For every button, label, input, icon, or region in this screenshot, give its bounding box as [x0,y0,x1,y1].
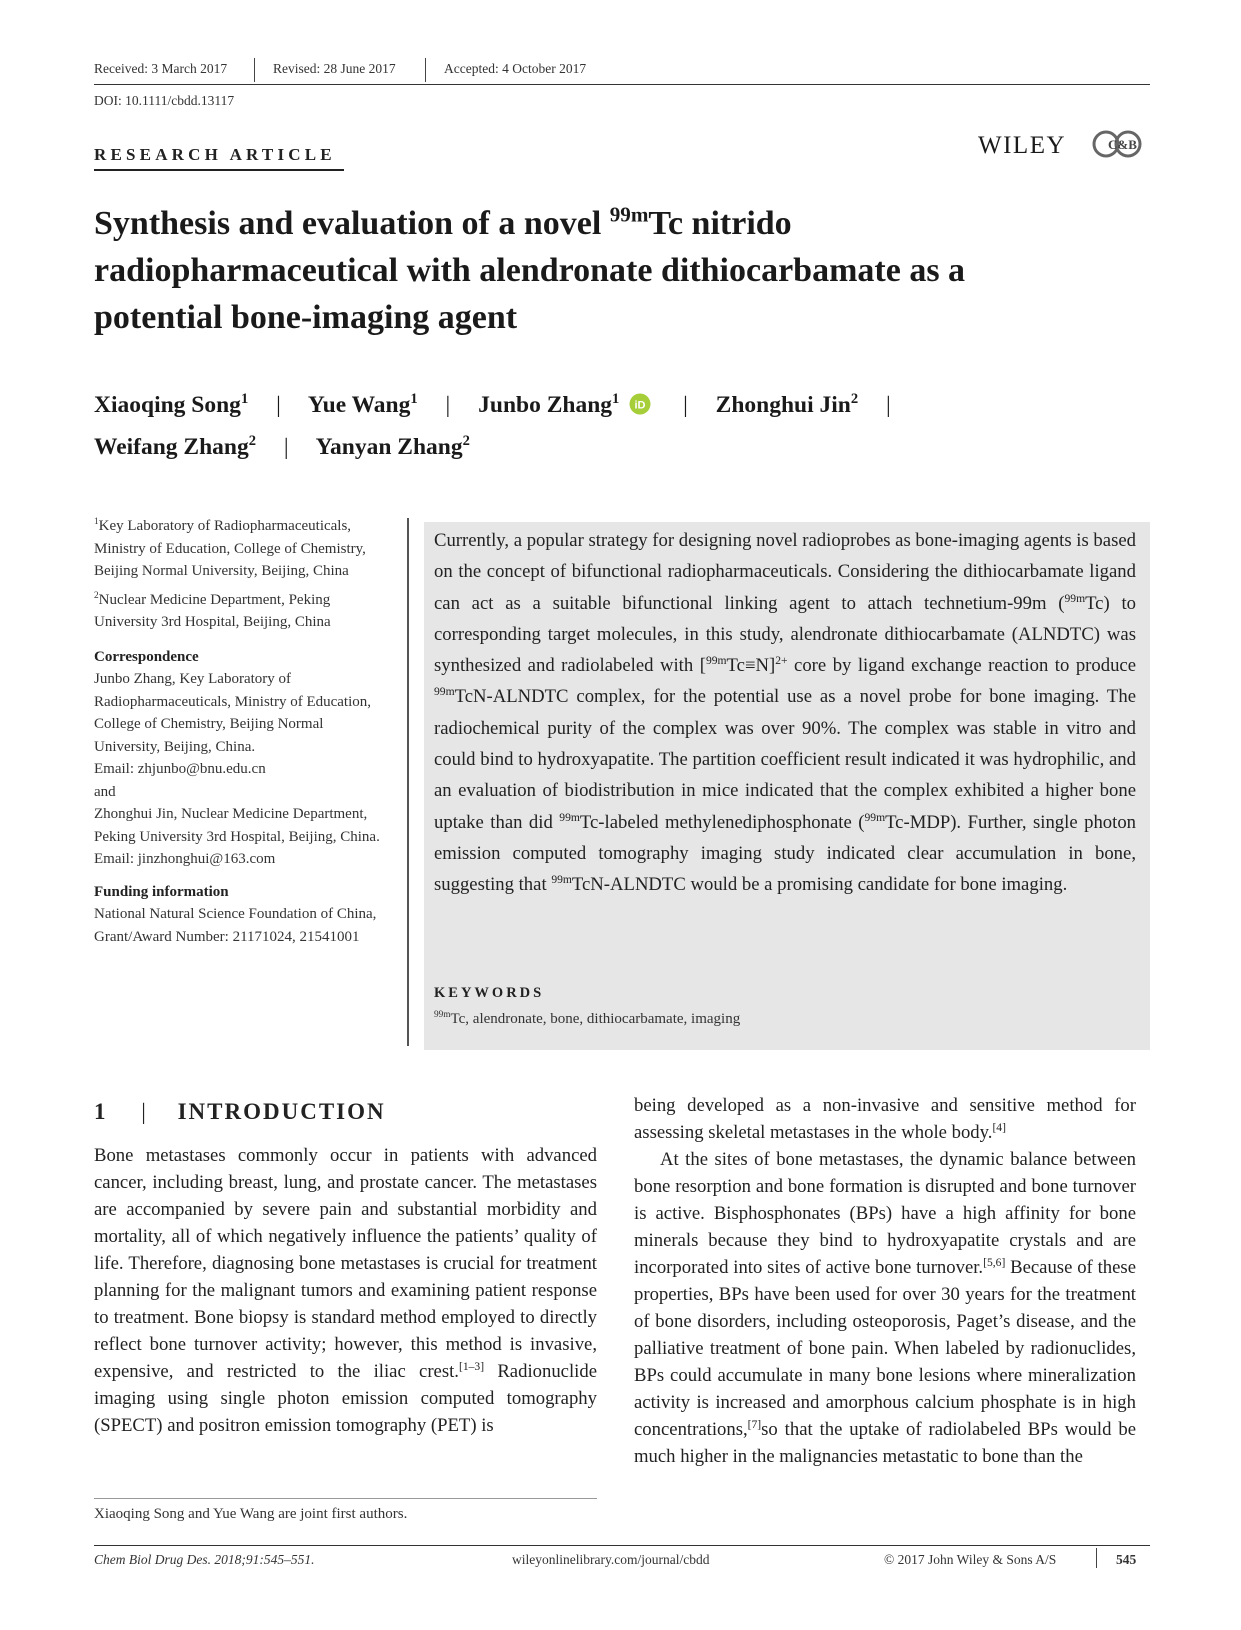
journal-logo-text: C&B [1108,137,1137,152]
abstract-text: Currently, a popular strategy for designing novel radioprobes as bone-imaging agents is based on the concept of bifunctional radiopharmaceuticals. Considering the dithiocarbamate ligand can act as a suitable bifunctional linking agent to attach technetium-99m ($^{99m}$Tc) to corresponding target molecules, in this study, alendronate dithiocarbamate (ALNDTC) was synthesized and radiolabeled with $[^{99m}Tc\equiv N]^{2+}$ core by ligand exchange reaction to produce $^{99m}$TcN-ALNDTC complex, for the potential use as a novel probe for bone imaging. The radiochemical purity of the complex was over 90%. The complex was stable in vitro and could bind to hydroxyapatite. The partition coefficient result indicated it was hydrophilic, and an evaluation of biodistribution in mice indicated that the complex exhibited a higher bone uptake than did $^{99m}$Tc-labeled methylenediphosphonate ($^{99m}$Tc-MDP). Further, single photon emission computed tomography imaging study indicated clear accumulation in bone, suggesting that $^{99m}$TcN-ALNDTC would be a promising candidate for bone imaging. [434,530,1137,896]
author[interactable]: Zhonghui Jin$^2$ [715,391,859,418]
paper-title: Synthesis and evaluation of a novel $^{99m}$Tc nitrido radiopharmaceutical with alendronate dithiocarbamate as a potential bone-imaging agent [94,202,966,336]
doi[interactable]: DOI: 10.1111/cbdd.13117 [94,93,235,108]
citation-link[interactable]: [4] [992,1120,1006,1134]
article-type-underline [94,169,344,171]
keywords-heading: KEYWORDS [434,985,545,1001]
correspondence: Correspondence Junbo Zhang, Key Laboratory of Radiopharmaceuticals, Ministry of Education, College of Chemistry, Beijing Normal University, Beijing, China. Email: zhjunbo@bnu.edu.cn and Zhonghui Jin, Nuclear Medicine Department, Peking University 3rd Hospital, Beijing, China. Email: jinzhonghui@163.com [94,648,380,867]
affiliations [94,515,384,948]
author[interactable]: Junbo Zhang$^1$ [478,391,620,418]
journal-url[interactable]: wileyonlinelibrary.com/journal/cbdd [512,1552,710,1567]
section-heading: 1 | INTRODUCTION [94,1099,386,1124]
received-date: Received: 3 March 2017 [94,61,228,76]
email-link[interactable]: Email: zhjunbo@bnu.edu.cn [94,761,266,777]
author[interactable]: Weifang Zhang$^2$ [94,433,257,460]
affiliation-1: $^1$Key Laboratory of Radiopharmaceuticals, Ministry of Education, College of Chemistry, Beijing Normal University, Beijing, China [94,517,366,579]
page-number: 545 [1116,1552,1137,1567]
accepted-date: Accepted: 4 October 2017 [444,61,587,76]
journal-logo-icon [1092,128,1144,164]
header-rule [94,84,1150,85]
intro-left-column: Bone metastases commonly occur in patients with advanced cancer, including breast, lung, and prostate cancer. The metastases are accompanied by severe pain and substantial morbidity and mortality, all of which negatively influence the patients’ quality of life. Therefore, diagnosing bone metastases is crucial for treatment planning for the malignant tumors and examining patient response to treatment. Bone biopsy is standard method employed to directly reflect bone turnover activity; however, this method is invasive, expensive, and restricted to the iliac crest.[1–3] Radionuclide imaging using single photon emission computed tomography (SPECT) and positron emission tomography (PET) is [94,1145,597,1436]
citation-link[interactable]: [1–3] [458,1359,485,1373]
author[interactable]: Yanyan Zhang$^2$ [315,433,470,460]
svg-text:iD: iD [634,399,646,412]
citation-link[interactable]: [7] [747,1417,762,1431]
author[interactable]: Yue Wang$^1$ [307,391,418,418]
author-list-line2: Weifang Zhang$^2$ | Yanyan Zhang$^2$ [94,433,470,460]
intro-right-column: being developed as a non-invasive and sensitive method for assessing skeletal metastases in the whole body.[4] At the sites of bone metastases, the dynamic balance between bone resorption and bone formation is disrupted and bone turnover is active. Bisphosphonates (BPs) have a high affinity for bone minerals because they bind to hydroxyapatite crystals and are incorporated into sites of active bone turnover.[5,6] Because of these properties, BPs have been used for over 30 years for the treatment of bone disorders, including osteoporosis, Paget’s disease, and the palliative treatment of bone pain. When labeled by radionuclides, BPs could accumulate in many bone lesions where mineralization activity is increased and amorphous calcium phosphate is in high concentrations,[7]so that the uptake of radiolabeled BPs would be much higher in the malignancies metastatic to bone than the [634,1095,1136,1467]
author[interactable]: Xiaoqing Song$^1$ [94,391,249,418]
footer-rule [94,1545,1150,1546]
wiley-logo: WILEY [978,132,1067,159]
sidebar-divider [407,518,409,1046]
citation-link[interactable]: [5,6] [983,1255,1006,1269]
footnote: Xiaoqing Song and Yue Wang are joint first authors. [94,1506,408,1522]
copyright: © 2017 John Wiley & Sons A/S [884,1552,1057,1567]
header-divider [425,58,426,82]
orcid-icon[interactable] [629,393,651,415]
footnote-rule [94,1498,597,1499]
article-type: RESEARCH ARTICLE [94,145,336,164]
revised-date: Revised: 28 June 2017 [273,61,396,76]
citation: Chem Biol Drug Des. 2018;91:545–551. [94,1552,315,1567]
affiliation-2: $^2$Nuclear Medicine Department, Peking University 3rd Hospital, Beijing, China [94,590,331,630]
header-divider [254,58,255,82]
funding-information: Funding information National Natural Science Foundation of China, Grant/Award Number: 21171024, 21541001 [94,883,377,945]
keywords-list: $^{99m}$Tc, alendronate, bone, dithiocarbamate, imaging [434,1010,741,1027]
footer-divider [1096,1548,1097,1568]
author-list: Xiaoqing Song$^1$ | Yue Wang$^1$ | Junbo Zhang$^1$ iD | Zhonghui Jin$^2$ | [94,391,891,418]
email-link[interactable]: Email: jinzhonghui@163.com [94,851,276,867]
